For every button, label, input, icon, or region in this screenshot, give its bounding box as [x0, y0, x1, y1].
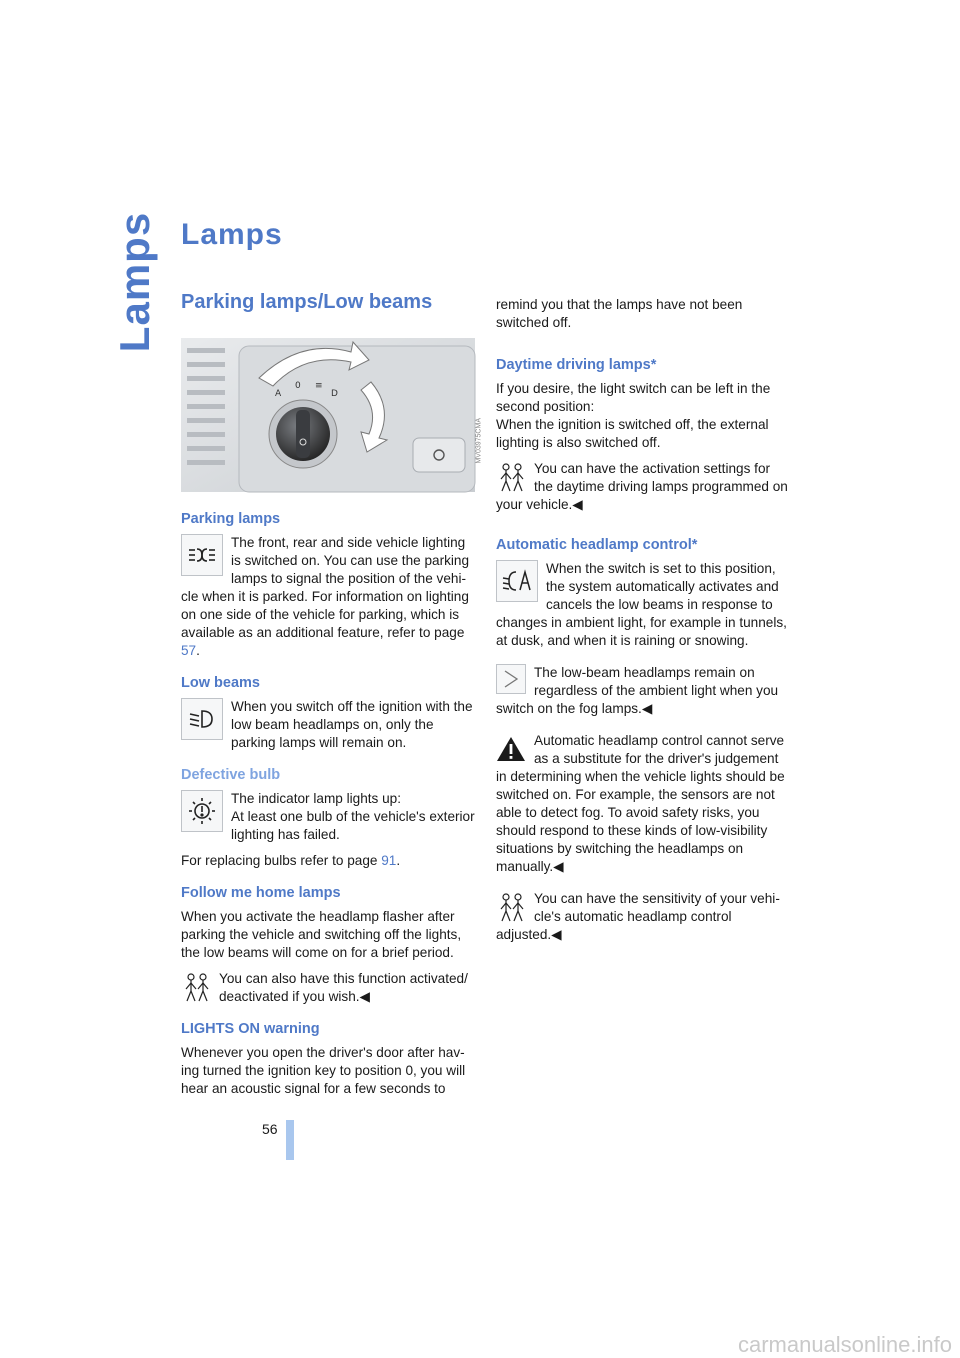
paragraph-lights-on-warning: Whenever you open the driver's door after having turned the ignition key to position 0, you will hear an acoustic signal for a few seconds to [181, 1045, 466, 1096]
svg-text:≡: ≡ [315, 381, 323, 391]
svg-text:A: A [275, 389, 282, 399]
side-section-title: Lamps [111, 211, 158, 353]
note-sensitivity: You can have the sensitivity of your vehicle's automatic headlamp control adjusted.◀ [496, 891, 780, 942]
paragraph-continuation: remind you that the lamps have not been switched off. [496, 297, 743, 330]
paragraph-automatic-headlamp: When the switch is set to this position, the system automatically activates and cancels the low beams in response to changes in ambient light, for example in tunnels, at dusk, and when it is raining or snowing. [496, 561, 787, 648]
svg-text:0: 0 [295, 381, 301, 391]
heading-low-beams: Low beams [181, 675, 260, 691]
parking-lamps-icon [181, 534, 223, 576]
figure-code: MV03975CMA [476, 418, 483, 464]
left-column [181, 290, 483, 1112]
page-title: Lamps [181, 218, 283, 251]
page-number: 56 [262, 1121, 278, 1137]
heading-automatic-headlamp-control: Automatic headlamp control* [496, 537, 698, 553]
page-link-91[interactable]: 91 [381, 853, 397, 868]
paragraph-follow-me-home: When you activate the headlamp flasher after parking the vehicle and switching off the lights, the low beams will come on for a brief period. [181, 909, 462, 960]
paragraph-daytime-1: If you desire, the light switch can be left in the second position: [496, 381, 771, 414]
svg-text:D: D [331, 389, 338, 399]
heading-lights-on-warning: LIGHTS ON warning [181, 1021, 320, 1037]
note-daytime: You can have the activation settings for the daytime driving lamps programmed on your vehicle.◀ [496, 461, 788, 512]
paragraph-replacing-bulbs: For replacing bulbs refer to page 91. [181, 853, 401, 868]
service-person-icon [496, 890, 526, 924]
service-person-icon [181, 970, 211, 1004]
light-switch-illustration [181, 338, 475, 492]
low-beam-icon [181, 698, 223, 740]
page-marker-bar [286, 1120, 294, 1160]
site-watermark: carmanualsonline.info [737, 1332, 952, 1357]
note-triangle-icon [496, 664, 526, 694]
paragraph-low-beams: When you switch off the ignition with the low beam headlamps on, only the parking lamps will remain on. [181, 698, 475, 752]
right-column [496, 296, 792, 958]
auto-headlamp-icon [496, 560, 538, 602]
paragraph-daytime-2: When the ignition is switched off, the external lighting is also switched off. [496, 417, 769, 450]
section-heading-parking-low-beams: Parking lamps/Low beams [181, 291, 433, 313]
warning-icon [496, 732, 526, 766]
heading-daytime-driving-lamps: Daytime driving lamps* [496, 357, 657, 373]
bulb-failure-icon [181, 790, 223, 832]
light-switch-figure [181, 338, 483, 492]
heading-parking-lamps: Parking lamps [181, 511, 281, 527]
service-person-icon [496, 460, 526, 494]
paragraph-defective-bulb: The indicator lamp lights up: At least one bulb of the vehicle's exterior lighting has failed. [181, 790, 475, 844]
note-fog-lamps: The low-beam headlamps remain on regardless of the ambient light when you switch on the fog lamps.◀ [496, 665, 779, 716]
paragraph-parking-lamps: The front, rear and side vehicle lighting is switched on. You can use the parking lamps to signal the position of the vehicle when it is parked. For information on lighting on one side of the vehicle for parking, which is available as an additional feature, refer to page 57. [181, 535, 470, 658]
note-follow-me-home: You can also have this function activated/ deactivated if you wish.◀ [181, 970, 475, 1006]
heading-defective-bulb: Defective bulb [181, 767, 281, 783]
page-link-57[interactable]: 57 [181, 643, 197, 658]
warning-automatic-headlamp: Automatic headlamp control cannot serve as a substitute for the driver's judgement in determining when the vehicle lights should be switched on. For example, the sensors are not able to detect fog. To avoid safety risks, you should respond to these kinds of low-visibility situations by switching the headlamps on manually.◀ [496, 733, 785, 874]
heading-follow-me-home: Follow me home lamps [181, 885, 341, 901]
